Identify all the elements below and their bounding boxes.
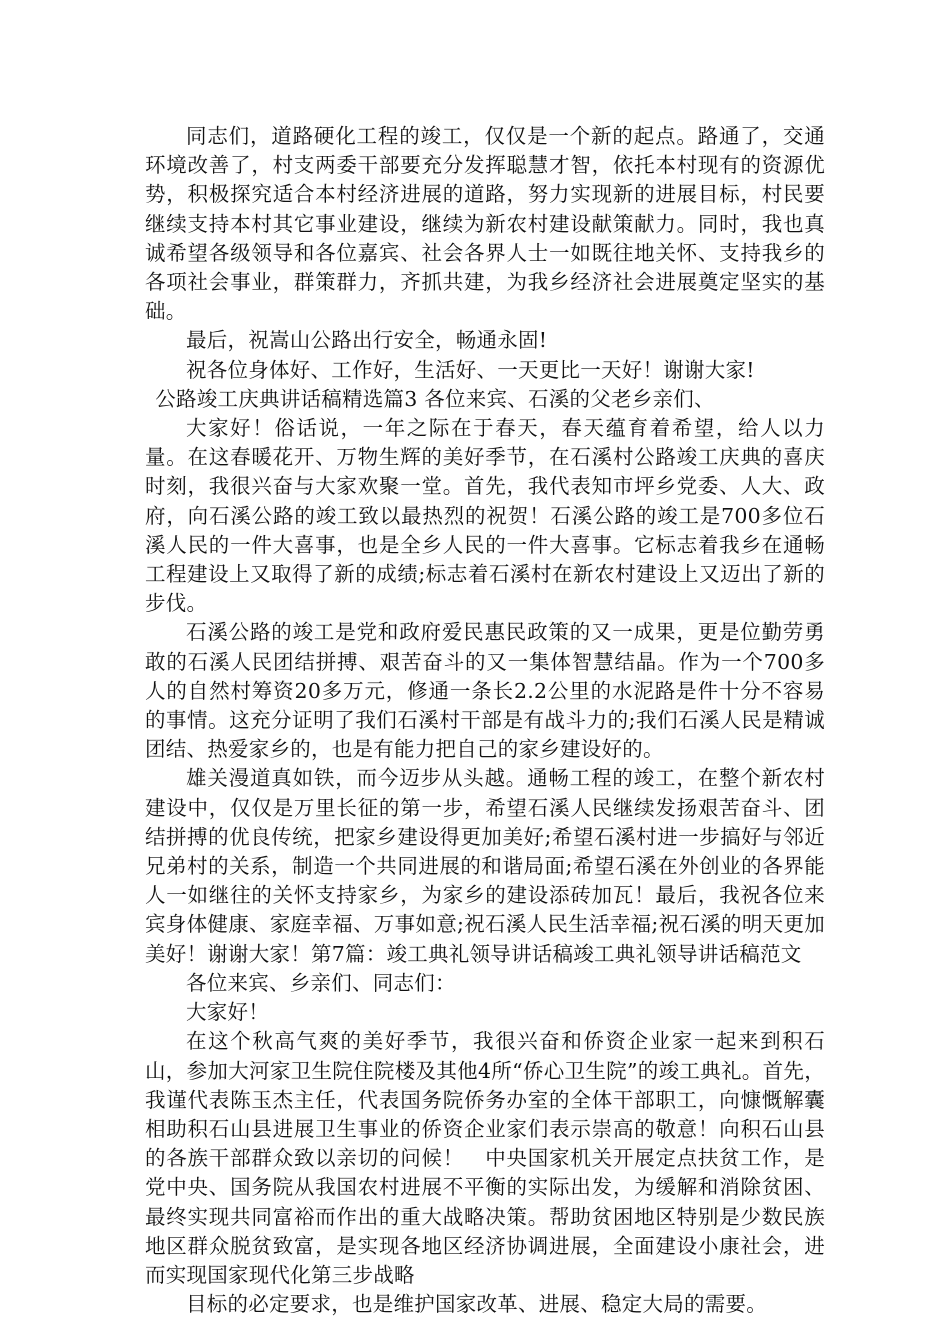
document-body bbox=[145, 122, 825, 1319]
paragraph: 目标的必定要求，也是维护国家改革、进展、稳定大局的需要。 bbox=[186, 1292, 767, 1317]
section-heading: 公路竣工庆典讲话稿精选篇3 各位来宾、石溪的父老乡亲们、 bbox=[155, 386, 715, 411]
greeting: 大家好！ bbox=[186, 1000, 269, 1025]
paragraph: 同志们，道路硬化工程的竣工，仅仅是一个新的起点。路通了，交通环境改善了，村支两委干部要充分发挥聪慧才智，依托本村现有的资源优势，积极探究适合本村经济进展的道路，努力实现新的进展目标，村民要继续支持本村其它事业建设，继续为新农村建设献策献力。同时，我也真诚希望各级领导和各位嘉宾、社会各界人士一如既往地关怀、支持我乡的各项社会事业，群策群力，齐抓共建，为我乡经济社会进展奠定坚实的基础。 bbox=[145, 124, 825, 324]
paragraph: 祝各位身体好、工作好，生活好、一天更比一天好！谢谢大家! bbox=[186, 357, 755, 382]
paragraph: 雄关漫道真如铁，而今迈步从头越。通畅工程的竣工，在整个新农村建设中，仅仅是万里长征的第一步，希望石溪人民继续发扬艰苦奋斗、团结拼搏的优良传统，把家乡建设得更加美好;希望石溪村进一步搞好与邻近兄弟村的关系，制造一个共同进展的和谐局面;希望石溪在外创业的各界能人一如继往的关怀支持家乡，为家乡的建设添砖加瓦！最后，我祝各位来宾身体健康、家庭幸福、万事如意;祝石溪人民生活幸福;祝石溪的明天更加美好！谢谢大家！第7篇：竣工典礼领导讲话稿竣工典礼领导讲话稿范文 bbox=[145, 766, 825, 966]
paragraph: 在这个秋高气爽的美好季节，我很兴奋和侨资企业家一起来到积石山，参加大河家卫生院住院楼及其他4所“侨心卫生院”的竣工典礼。首先，我谨代表陈玉杰主任，代表国务院侨务办室的全体干部职工，向慷慨解囊相助积石山县进展卫生事业的侨资企业家们表示崇高的敬意！向积石山县的各族干部群众致以亲切的问候！ 中央国家机关开展定点扶贫工作，是党中央、国务院从我国农村进展不平衡的实际出发，为缓解和消除贫困、最终实现共同富裕而作出的重大战略决策。帮助贫困地区特别是少数民族地区群众脱贫致富，是实现各地区经济协调进展，全面建设小康社会，进而实现国家现代化第三步战略 bbox=[145, 1029, 825, 1287]
salutation: 各位来宾、乡亲们、同志们： bbox=[186, 970, 456, 995]
paragraph: 最后，祝嵩山公路出行安全，畅通永固! bbox=[186, 328, 548, 353]
paragraph: 石溪公路的竣工是党和政府爱民惠民政策的又一成果，更是位勤劳勇敢的石溪人民团结拼搏、艰苦奋斗的又一集体智慧结晶。作为一个700多人的自然村筹资20多万元，修通一条长2.2公里的水泥路是件十分不容易的事情。这充分证明了我们石溪村干部是有战斗力的;我们石溪人民是精诚团结、热爱家乡的，也是有能力把自己的家乡建设好的。 bbox=[145, 620, 825, 762]
paragraph: 大家好！俗话说，一年之际在于春天，春天蕴育着希望，给人以力量。在这春暖花开、万物生辉的美好季节，在石溪村公路竣工庆典的喜庆时刻，我很兴奋与大家欢聚一堂。首先，我代表知市坪乡党委、人大、政府，向石溪公路的竣工致以最热烈的祝贺！石溪公路的竣工是700多位石溪人民的一件大喜事，也是全乡人民的一件大喜事。它标志着我乡在通畅工程建设上又取得了新的成绩;标志着石溪村在新农村建设上又迈出了新的步伐。 bbox=[145, 416, 825, 616]
